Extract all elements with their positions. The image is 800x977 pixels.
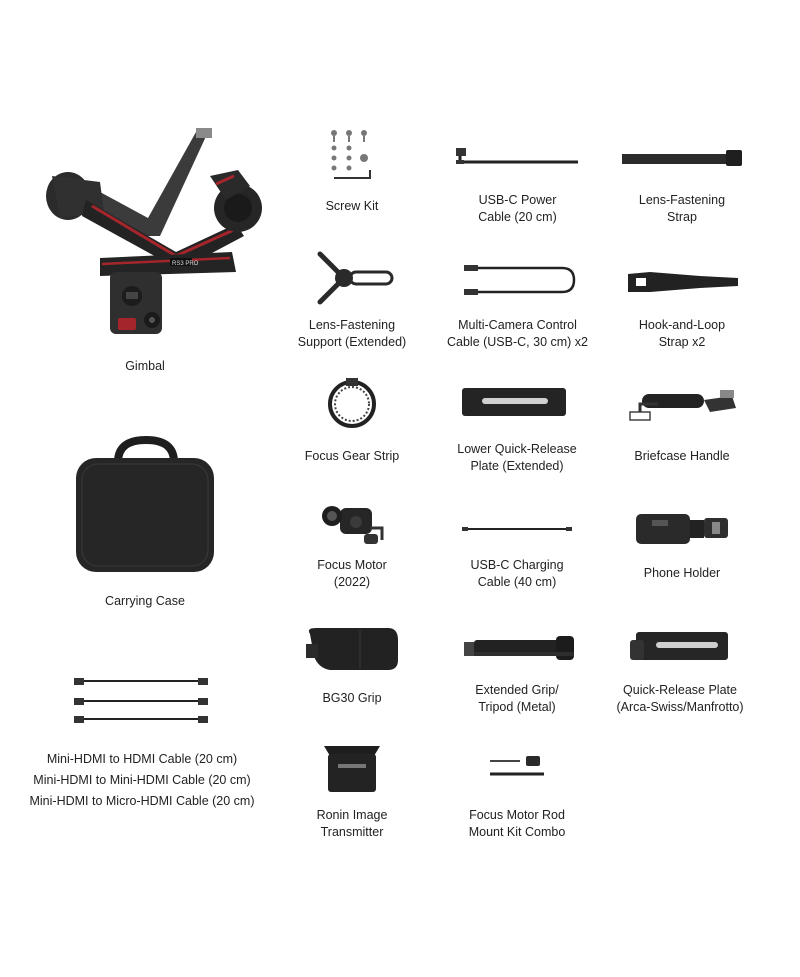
lens-support-label: Lens-Fastening Support (Extended) xyxy=(297,318,407,349)
multi-camera-label: Multi-Camera Control Cable (USB-C, 30 cm) x2 xyxy=(446,318,588,349)
screw-kit-label: Screw Kit xyxy=(325,199,379,213)
ext-grip-label: Extended Grip/ Tripod (Metal) xyxy=(475,683,559,714)
lens-strap-label: Lens-Fastening Strap xyxy=(638,193,726,224)
transmitter-label: Ronin Image Transmitter xyxy=(316,808,388,839)
focus-motor-label: Focus Motor (2022) xyxy=(317,558,387,589)
hook-loop-label: Hook-and-Loop Strap x2 xyxy=(638,318,726,349)
briefcase-label: Briefcase Handle xyxy=(634,449,730,463)
focus-gear-label: Focus Gear Strip xyxy=(304,449,400,463)
rod-mount-label: Focus Motor Rod Mount Kit Combo xyxy=(468,808,566,839)
lower-plate-label: Lower Quick-Release Plate (Extended) xyxy=(457,442,577,473)
usbc-charging-label: USB-C Charging Cable (40 cm) xyxy=(470,558,564,589)
gimbal-model-text: RS3 PRO xyxy=(172,261,199,267)
phone-holder-label: Phone Holder xyxy=(643,566,721,580)
hdmi-cable-label-2: Mini-HDMI to Mini-HDMI Cable (20 cm) xyxy=(33,773,251,787)
gimbal-label: Gimbal xyxy=(125,359,165,373)
carrying-case-label: Carrying Case xyxy=(105,594,185,608)
qr-plate-label: Quick-Release Plate (Arca-Swiss/Manfrotto) xyxy=(616,683,744,714)
usbc-power-label: USB-C Power Cable (20 cm) xyxy=(478,193,557,224)
hdmi-cable-label-3: Mini-HDMI to Micro-HDMI Cable (20 cm) xyxy=(29,794,255,808)
bg30-label: BG30 Grip xyxy=(322,691,382,705)
hdmi-cable-label-1: Mini-HDMI to HDMI Cable (20 cm) xyxy=(46,752,238,766)
